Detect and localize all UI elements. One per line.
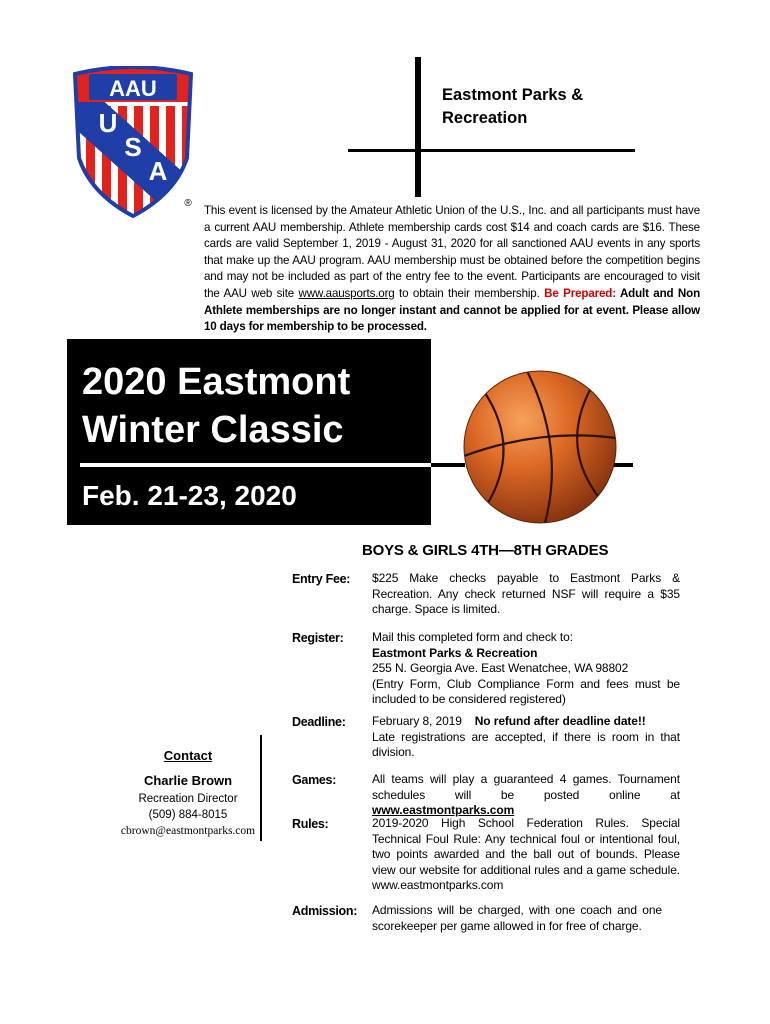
contact-name: Charlie Brown bbox=[143, 773, 233, 788]
games-label: Games: bbox=[292, 773, 337, 787]
no-refund-note: No refund after deadline date!! bbox=[474, 714, 646, 728]
contact-phone: (509) 884-8015 bbox=[148, 809, 228, 821]
title-divider bbox=[80, 463, 465, 467]
contact-heading: Contact bbox=[163, 748, 213, 763]
register-address: 255 N. Georgia Ave. East Wenatchee, WA 98802 bbox=[372, 661, 629, 675]
logo-letter-a: A bbox=[148, 156, 168, 186]
event-title-line2: Winter Classic bbox=[82, 409, 344, 451]
event-title-line1: 2020 Eastmont bbox=[82, 361, 351, 403]
header-horizontal-rule bbox=[348, 149, 635, 152]
be-prepared-label: Be Prepared: bbox=[544, 286, 616, 300]
contact-divider bbox=[260, 735, 262, 841]
event-title bbox=[82, 358, 422, 454]
rules-value: 2019-2020 High School Federation Rules. Special Technical Foul Rule: Any technical foul or intentional foul, two points awarded and the ball out of bounds. Please view our website for additional rules and a game schedule. www.eastmontparks.com bbox=[372, 816, 680, 892]
logo-letter-s: S bbox=[124, 132, 142, 162]
membership-warning: Adult and Non Athlete memberships are no longer instant and cannot be applied for at event. Please allow 10 days for membership to be processed. bbox=[204, 286, 701, 334]
organization-name bbox=[442, 84, 662, 130]
license-notice bbox=[204, 203, 700, 336]
rules-label: Rules: bbox=[292, 817, 329, 831]
grades-heading: BOYS & GIRLS 4TH—8TH GRADES bbox=[362, 542, 609, 559]
license-text: This event is licensed by the Amateur Athletic Union of the U.S., Inc. and all participants must have a current AAU membership. Athlete membership cards cost $14 and coach cards are $16. These cards are valid September 1, 2019 - August 31, 2020 for all sanctioned AAU events in any sports that make up the AAU program. AAU membership must be obtained before the competition begins and may not be included as part of the entry fee to the event. Participants are encouraged to visit the AAU web site bbox=[204, 204, 700, 300]
contact-role: Recreation Director bbox=[138, 793, 238, 805]
deadline-label: Deadline: bbox=[292, 715, 346, 729]
late-registration-note: Late registrations are accepted, if there is room in that division. bbox=[372, 729, 680, 759]
admission-label: Admission: bbox=[292, 904, 358, 918]
games-schedule-link[interactable]: www.eastmontparks.com bbox=[372, 803, 515, 817]
event-dates: Feb. 21-23, 2020 bbox=[82, 480, 297, 511]
entry-fee-label: Entry Fee: bbox=[292, 572, 351, 586]
admission-value: Admissions will be charged, with one coach and one scorekeeper per game allowed in for free of charge. bbox=[372, 903, 662, 933]
deadline-value bbox=[372, 714, 680, 761]
contact-block bbox=[118, 748, 258, 839]
header-vertical-rule bbox=[415, 57, 421, 197]
deadline-date: February 8, 2019 bbox=[372, 714, 462, 728]
registered-mark: ® bbox=[184, 198, 192, 209]
register-recipient: Eastmont Parks & Recreation bbox=[372, 645, 538, 660]
games-value bbox=[372, 772, 680, 819]
license-text-2: to obtain their membership. bbox=[394, 286, 545, 300]
title-divider-extension bbox=[431, 463, 465, 467]
contact-email[interactable]: cbrown@eastmontparks.com bbox=[120, 825, 256, 837]
entry-fee-value: $225 Make checks payable to Eastmont Parks & Recreation. Any check returned NSF will require a $35 charge. Space is limited. bbox=[372, 571, 680, 616]
register-note: (Entry Form, Club Compliance Form and fees must be included to be considered registered) bbox=[372, 676, 680, 706]
aau-usa-logo bbox=[70, 66, 196, 218]
register-label: Register: bbox=[292, 631, 344, 645]
register-value bbox=[372, 630, 680, 708]
org-name-line1: Eastmont Parks & bbox=[442, 86, 584, 104]
org-name-line2: Recreation bbox=[442, 109, 528, 127]
register-instruction: Mail this completed form and check to: bbox=[372, 630, 573, 644]
basketball-icon bbox=[461, 368, 619, 526]
games-text: All teams will play a guaranteed 4 games. Tournament schedules will be posted online at bbox=[372, 772, 680, 802]
aau-website-link[interactable]: www.aausports.org bbox=[298, 286, 395, 300]
logo-aau-text: AAU bbox=[109, 76, 157, 101]
logo-letter-u: U bbox=[98, 108, 118, 138]
